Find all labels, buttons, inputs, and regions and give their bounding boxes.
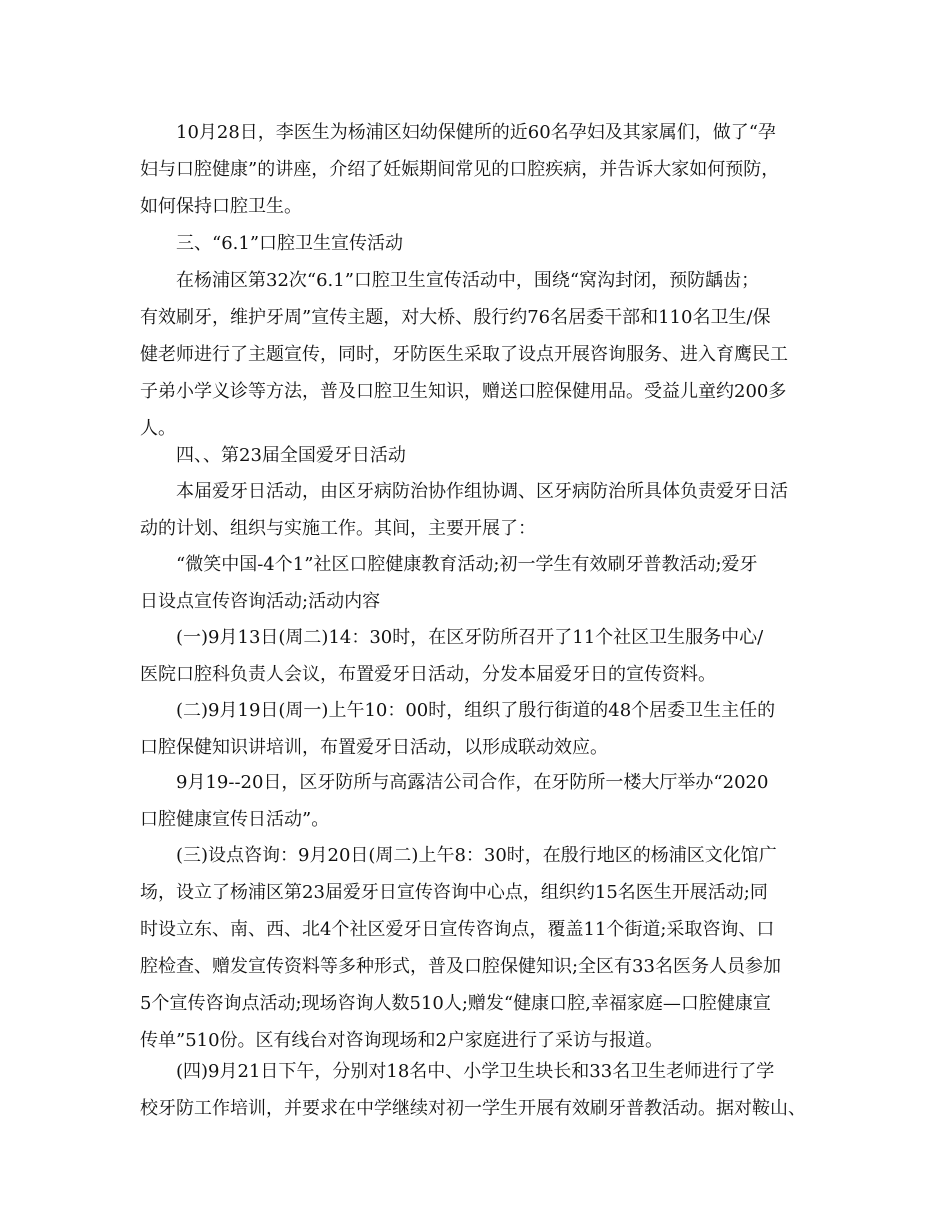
text-line: 传单”510份。区有线台对咨询现场和2户家庭进行了采访与报道。 <box>140 1030 664 1051</box>
text-line: 时设立东、南、西、北4个社区爱牙日宣传咨询点，覆盖11个街道;采取咨询、口 <box>140 919 775 940</box>
text-line: 校牙防工作培训，并要求在中学继续对初一学生开展有效刷牙普教活动。据对鞍山、 <box>140 1098 806 1119</box>
text-line: 如何保持口腔卫生。 <box>140 196 302 217</box>
section-heading-3 <box>140 225 830 262</box>
paragraph-lecture <box>140 114 830 225</box>
paragraph-6-1-activity <box>140 262 830 447</box>
paragraph-activity-list <box>140 546 830 620</box>
text-line: 有效刷牙，维护牙周”宣传主题，对大桥、殷行约76名居委干部和110名卫生/保 <box>140 307 771 328</box>
text-line: 日设点宣传咨询活动;活动内容 <box>140 591 381 612</box>
text-line: (二)9月19日(周一)上午10：00时，组织了殷行街道的48个居委卫生主任的 <box>176 700 776 721</box>
text-line: 10月28日，李医生为杨浦区妇幼保健所的近60名孕妇及其家属们，做了“孕 <box>176 122 776 143</box>
heading-text: 四、、第23届全国爱牙日活动 <box>176 445 406 466</box>
section-heading-4 <box>140 437 830 474</box>
text-line: 子弟小学义诊等方法，普及口腔卫生知识，赠送口腔保健用品。受益儿童约200多 <box>140 381 787 402</box>
text-line: (一)9月13日(周二)14：30时，在区牙防所召开了11个社区卫生服务中心/ <box>176 627 764 648</box>
text-line: 口腔保健知识讲培训，布置爱牙日活动，以形成联动效应。 <box>140 737 608 758</box>
text-line: 妇与口腔健康”的讲座，介绍了妊娠期间常见的口腔疾病，并告诉大家如何预防， <box>140 159 780 180</box>
text-line: 人。 <box>140 418 176 439</box>
paragraph-item-3 <box>140 837 830 1059</box>
text-line: 健老师进行了主题宣传，同时，牙防医生采取了设点开展咨询服务、进入育鹰民工 <box>140 344 788 365</box>
paragraph-item-4 <box>140 1053 830 1127</box>
text-line: (四)9月21日下午，分别对18名中、小学卫生块长和33名卫生老师进行了学 <box>176 1061 775 1082</box>
paragraph-colgate <box>140 764 830 838</box>
text-line: 本届爱牙日活动，由区牙病防治协作组协调、区牙病防治所具体负责爱牙日活 <box>176 481 788 502</box>
text-line: “微笑中国-4个1”社区口腔健康教育活动;初一学生有效刷牙普教活动;爱牙 <box>176 554 758 575</box>
text-line: 9月19--20日，区牙防所与高露洁公司合作，在牙防所一楼大厅举办“2020 <box>176 772 769 793</box>
text-line: 动的计划、组织与实施工作。其间，主要开展了： <box>140 518 536 539</box>
text-line: 在杨浦区第32次“6.1”口腔卫生宣传活动中，围绕“窝沟封闭，预防龋齿； <box>176 270 760 291</box>
text-line: 口腔健康宣传日活动”。 <box>140 809 330 830</box>
text-line: 场，设立了杨浦区第23届爱牙日宣传咨询中心点，组织约15名医生开展活动;同 <box>140 882 768 903</box>
text-line: 腔检查、赠发宣传资料等多种形式，普及口腔保健知识;全区有33名医务人员参加 <box>140 956 781 977</box>
heading-text: 三、“6.1”口腔卫生宣传活动 <box>176 233 404 254</box>
text-line: 医院口腔科负责人会议，布置爱牙日活动，分发本届爱牙日的宣传资料。 <box>140 664 716 685</box>
paragraph-item-2 <box>140 692 830 766</box>
text-line: 5个宣传咨询点活动;现场咨询人数510人;赠发“健康口腔,幸福家庭—口腔健康宣 <box>140 993 771 1014</box>
paragraph-item-1 <box>140 619 830 693</box>
text-line: (三)设点咨询：9月20日(周二)上午8：30时，在殷行地区的杨浦区文化馆广 <box>176 845 777 866</box>
paragraph-tooth-day-intro <box>140 473 830 547</box>
